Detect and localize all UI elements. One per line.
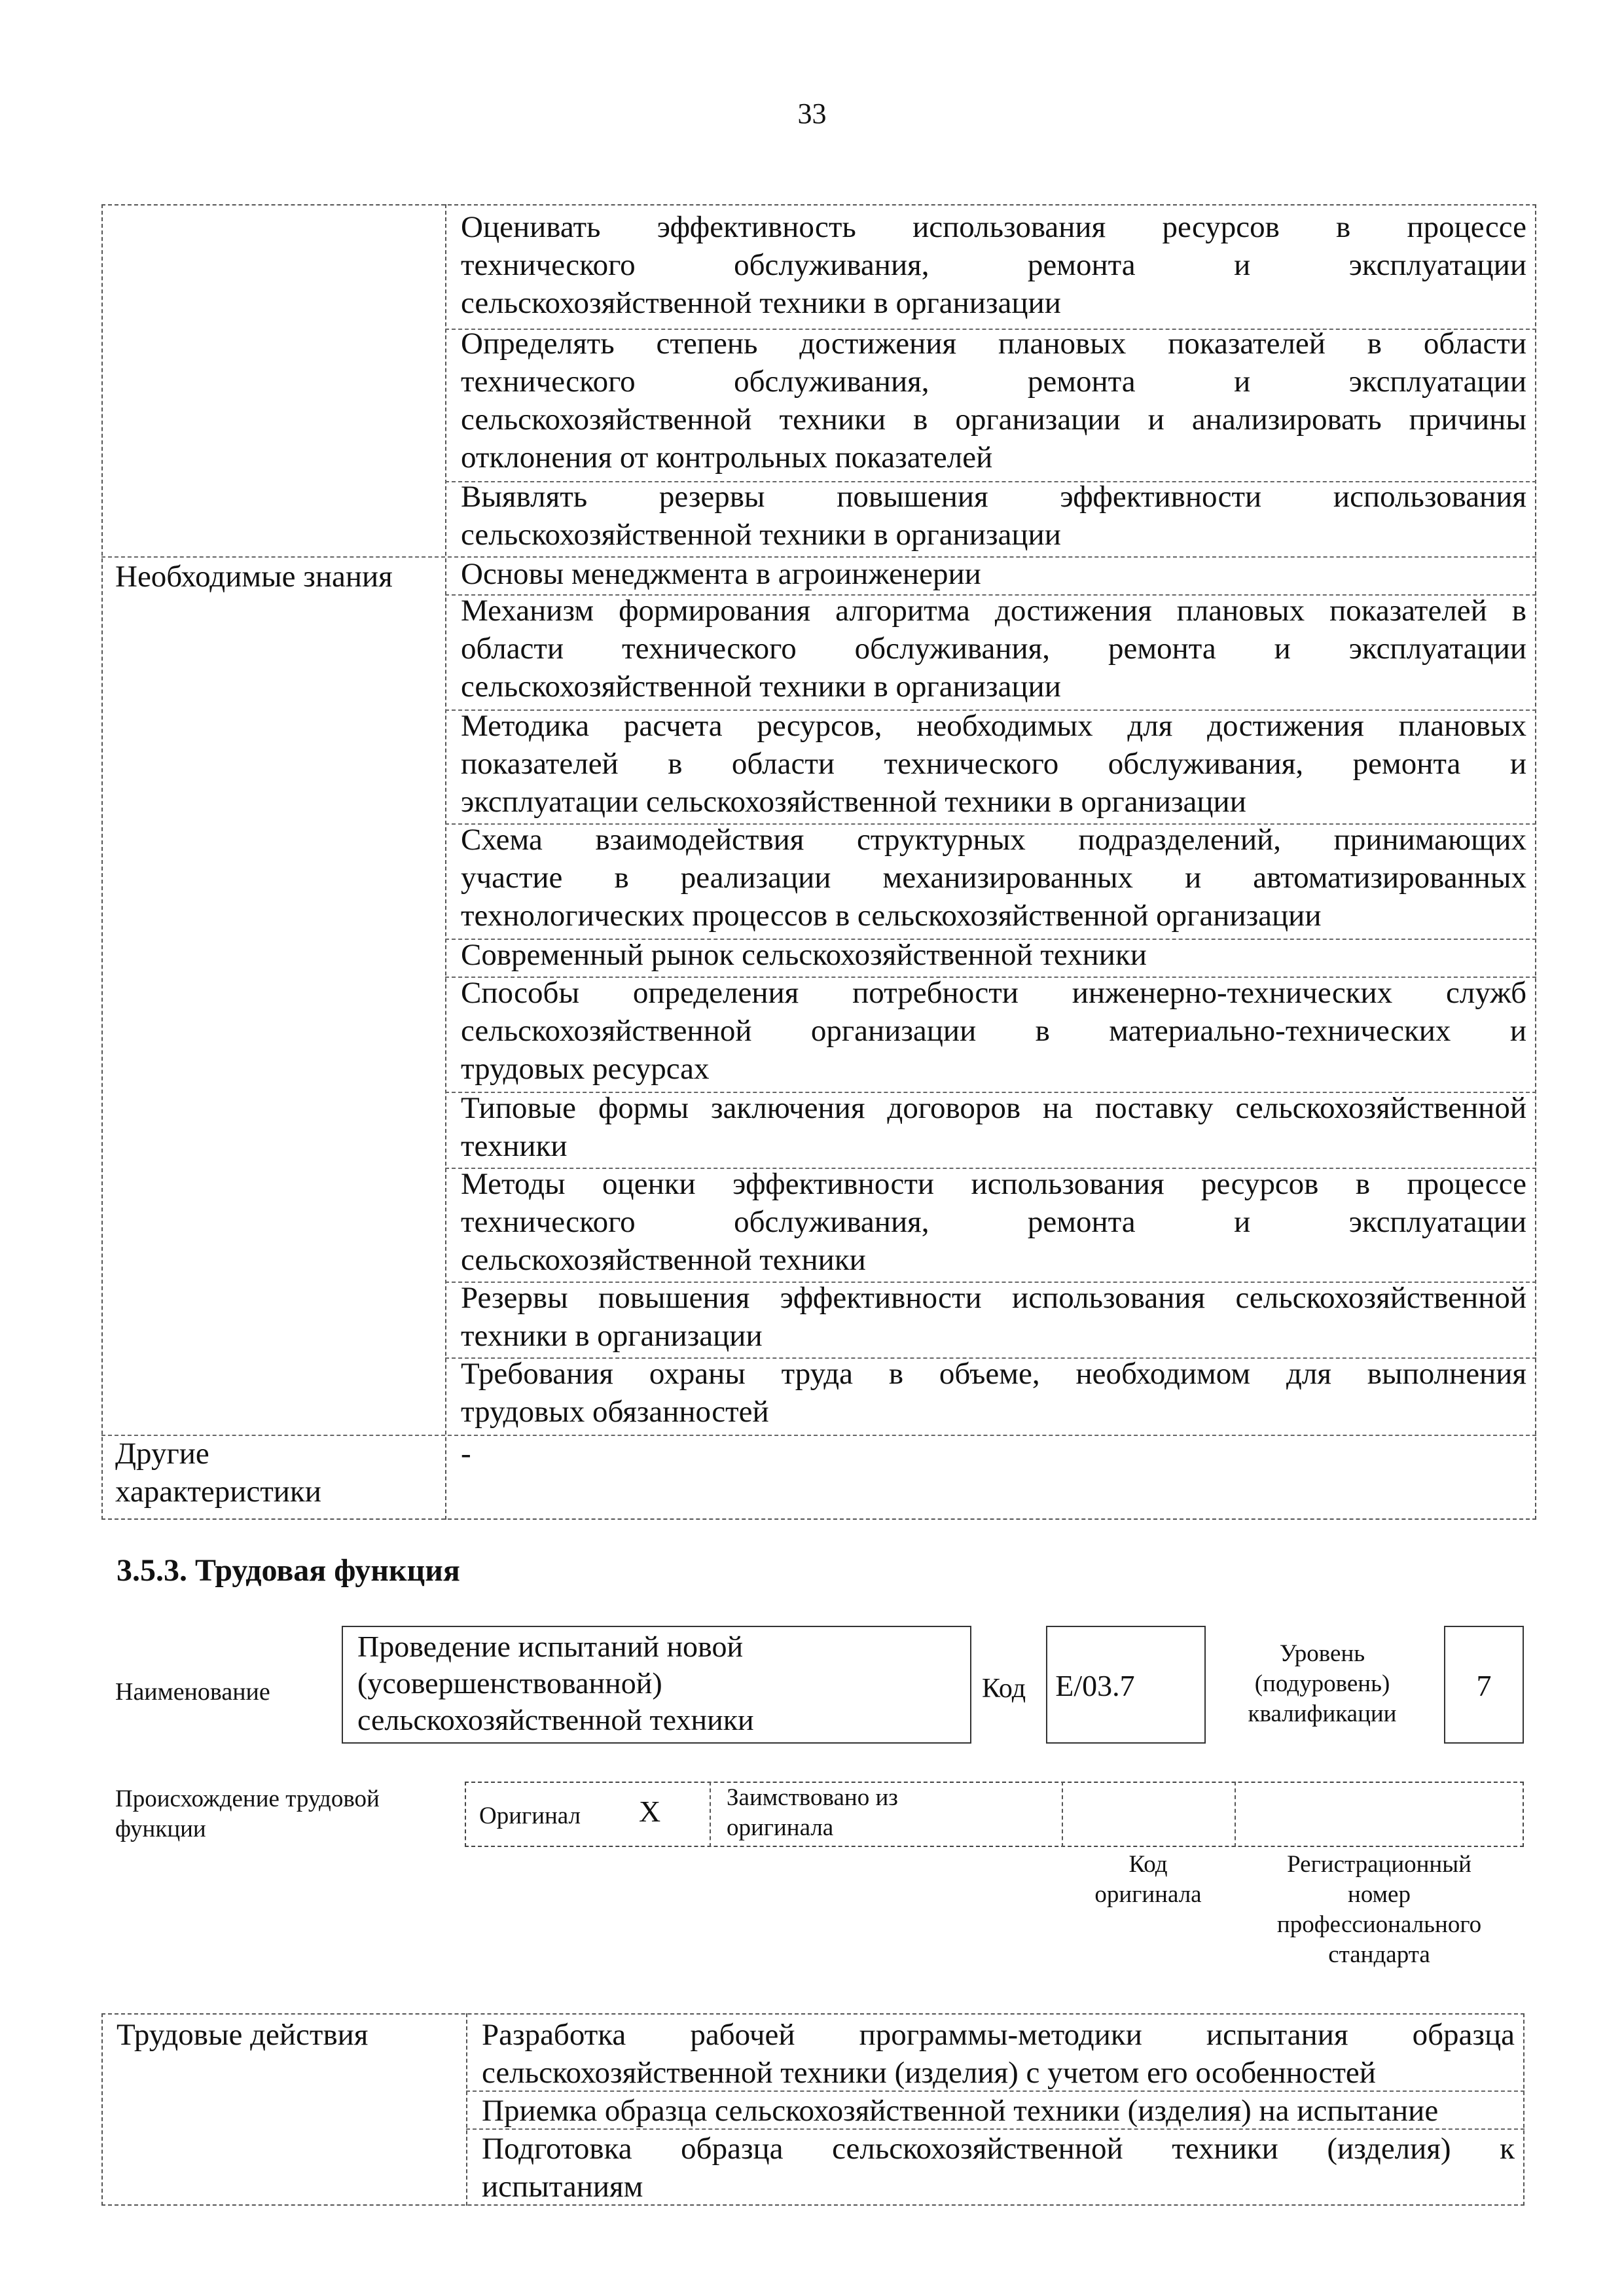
table-cell-skill bbox=[461, 478, 1526, 554]
line: Определять степень достижения плановых показателей в области bbox=[461, 327, 1526, 361]
code-caption bbox=[1062, 1850, 1235, 1910]
line: эксплуатации сельскохозяйственной техники в организации bbox=[461, 785, 1246, 819]
line: Методы оценки эффективности использования ресурсов в процессе bbox=[461, 1167, 1526, 1201]
line: (усовершенствованной) bbox=[357, 1666, 662, 1700]
line: техники bbox=[461, 1129, 568, 1163]
line: - bbox=[461, 1437, 471, 1471]
line: Механизм формирования алгоритма достижения плановых показателей в bbox=[461, 594, 1526, 628]
line: оригинала bbox=[727, 1814, 834, 1841]
level-value: 7 bbox=[1476, 1669, 1492, 1702]
line: Уровень bbox=[1279, 1640, 1365, 1667]
line: технического обслуживания, ремонта и эксплуатации bbox=[461, 248, 1526, 282]
line: стандарта bbox=[1328, 1941, 1430, 1968]
line: Подготовка образца сельскохозяйственной техники (изделия) к bbox=[482, 2132, 1515, 2166]
line: функции bbox=[115, 1816, 206, 1842]
code-value: E/03.7 bbox=[1055, 1669, 1135, 1702]
table-cell-knowledge bbox=[461, 1089, 1526, 1165]
page-number: 33 bbox=[797, 98, 827, 130]
line: квалификации bbox=[1248, 1700, 1397, 1727]
table-cell-knowledge bbox=[461, 974, 1526, 1088]
line: сельскохозяйственной техники bbox=[357, 1703, 754, 1736]
column-divider bbox=[445, 204, 446, 1520]
line: технического обслуживания, ремонта и эксплуатации bbox=[461, 365, 1526, 399]
line: Резервы повышения эффективности использования сельскохозяйственной bbox=[461, 1281, 1526, 1315]
table-cell-knowledge bbox=[461, 1165, 1526, 1279]
line: сельскохозяйственной техники (изделия) с учетом его особенностей bbox=[482, 2056, 1376, 2090]
line: Проведение испытаний новой bbox=[357, 1630, 744, 1663]
line: Код bbox=[1128, 1851, 1168, 1878]
line: Разработка рабочей программы-методики испытания образца bbox=[482, 2018, 1515, 2052]
row-label-knowledge: Необходимые знания bbox=[115, 560, 393, 594]
table-cell-action bbox=[482, 2092, 1515, 2130]
line: профессионального bbox=[1276, 1911, 1482, 1938]
reg-caption bbox=[1235, 1850, 1524, 1970]
line: (подуровень) bbox=[1254, 1670, 1390, 1697]
function-name-value bbox=[357, 1628, 966, 1738]
table-cell-knowledge bbox=[461, 707, 1526, 821]
line: номер bbox=[1348, 1881, 1411, 1908]
name-label: Наименование bbox=[115, 1678, 270, 1706]
line: Выявлять резервы повышения эффективности использования bbox=[461, 480, 1526, 514]
line: сельскохозяйственной техники в организации bbox=[461, 286, 1061, 320]
table-cell-skill bbox=[461, 325, 1526, 476]
line: оригинала bbox=[1094, 1881, 1202, 1908]
line: участие в реализации механизированных и автоматизированных bbox=[461, 861, 1526, 895]
table-cell-other bbox=[461, 1435, 1526, 1473]
table-cell-action bbox=[482, 2130, 1515, 2206]
row-label-actions: Трудовые действия bbox=[117, 2018, 369, 2052]
label-line: Другие bbox=[115, 1437, 209, 1471]
line: Приемка образца сельскохозяйственной техники (изделия) на испытание bbox=[482, 2094, 1439, 2128]
column-divider bbox=[466, 2013, 467, 2206]
line: техники в организации bbox=[461, 1319, 763, 1353]
origin-divider bbox=[1235, 1782, 1236, 1847]
line: сельскохозяйственной техники bbox=[461, 1243, 866, 1277]
section-heading: 3.5.3. Трудовая функция bbox=[117, 1553, 460, 1588]
origin-label bbox=[115, 1784, 380, 1844]
line: Схема взаимодействия структурных подразделений, принимающих bbox=[461, 823, 1526, 857]
line: сельскохозяйственной техники в организации bbox=[461, 518, 1061, 552]
row-label-other bbox=[115, 1435, 442, 1511]
borrowed-label bbox=[727, 1783, 898, 1843]
table-cell-knowledge bbox=[461, 936, 1526, 974]
table-cell-action bbox=[482, 2016, 1515, 2092]
original-label: Оригинал bbox=[479, 1803, 581, 1829]
original-mark: X bbox=[639, 1795, 661, 1828]
line: трудовых ресурсах bbox=[461, 1052, 710, 1086]
line: Типовые формы заключения договоров на поставку сельскохозяйственной bbox=[461, 1091, 1526, 1125]
table-cell-knowledge bbox=[461, 1279, 1526, 1355]
line: испытаниям bbox=[482, 2170, 643, 2204]
code-label: Код bbox=[982, 1674, 1026, 1704]
table-cell-skill bbox=[461, 208, 1526, 322]
line: Происхождение трудовой bbox=[115, 1785, 380, 1812]
line: Заимствовано из bbox=[727, 1784, 898, 1811]
level-label bbox=[1224, 1639, 1420, 1729]
line: отклонения от контрольных показателей bbox=[461, 440, 993, 475]
table-cell-knowledge bbox=[461, 821, 1526, 935]
table-cell-knowledge bbox=[461, 592, 1526, 706]
origin-divider bbox=[1062, 1782, 1063, 1847]
line: сельскохозяйственной организации в материально-технических и bbox=[461, 1014, 1526, 1048]
line: области технического обслуживания, ремонта и эксплуатации bbox=[461, 632, 1526, 666]
label-line: характеристики bbox=[115, 1475, 321, 1509]
line: показателей в области технического обслуживания, ремонта и bbox=[461, 747, 1526, 781]
line: Требования охраны труда в объеме, необходимом для выполнения bbox=[461, 1357, 1526, 1391]
line: технического обслуживания, ремонта и эксплуатации bbox=[461, 1205, 1526, 1239]
line: Современный рынок сельскохозяйственной техники bbox=[461, 938, 1147, 972]
line: сельскохозяйственной техники в организации bbox=[461, 670, 1061, 704]
origin-row bbox=[465, 1782, 1524, 1847]
line: Регистрационный bbox=[1287, 1851, 1471, 1878]
origin-divider bbox=[710, 1782, 711, 1847]
line: технологических процессов в сельскохозяйственной организации bbox=[461, 899, 1322, 933]
line: Оценивать эффективность использования ресурсов в процессе bbox=[461, 210, 1526, 244]
line: сельскохозяйственной техники в организации и анализировать причины bbox=[461, 403, 1526, 437]
line: Способы определения потребности инженерно-технических служб bbox=[461, 976, 1526, 1010]
line: Основы менеджмента в агроинженерии bbox=[461, 557, 981, 591]
line: Методика расчета ресурсов, необходимых для достижения плановых bbox=[461, 709, 1526, 743]
table-cell-knowledge bbox=[461, 1355, 1526, 1431]
table-cell-knowledge bbox=[461, 555, 1526, 593]
line: трудовых обязанностей bbox=[461, 1395, 769, 1429]
